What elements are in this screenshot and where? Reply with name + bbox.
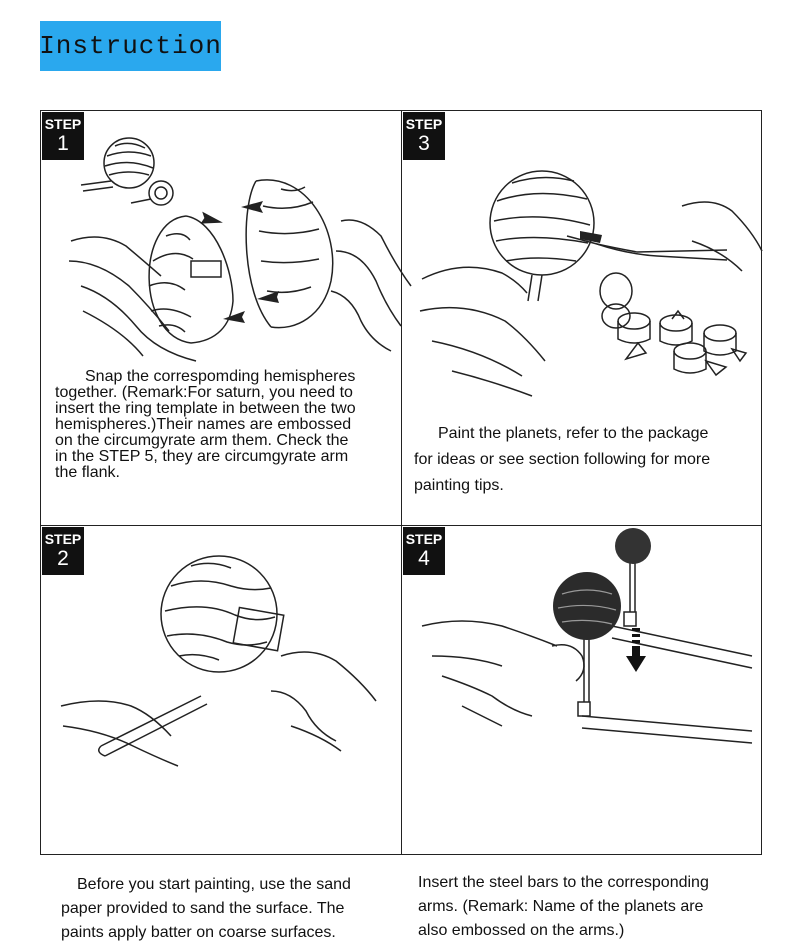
desc-line: hemispheres.)Their names are embossed	[55, 416, 352, 433]
desc-line: paints apply batter on coarse surfaces.	[61, 924, 336, 941]
desc-line: for ideas or see section following for more	[414, 451, 711, 468]
desc-line: arms. (Remark: Name of the planets are	[418, 898, 704, 915]
desc-line: on the circumgyrate arm them. Check the	[55, 432, 349, 449]
step-number: 4	[418, 547, 430, 570]
desc-line: Insert the steel bars to the corresponding	[418, 874, 709, 891]
step-3-panel	[402, 111, 761, 525]
desc-line: together. (Remark:For saturn, you need to	[55, 384, 353, 401]
desc-line: insert the ring template in between the two	[55, 400, 356, 417]
instruction-grid	[40, 110, 762, 941]
desc-line: the flank.	[55, 464, 120, 481]
step-label: STEP	[44, 116, 82, 132]
step-3-description	[414, 421, 754, 499]
step-number: 1	[57, 132, 69, 155]
step-4-panel	[402, 526, 761, 939]
desc-line: in the STEP 5, they are circumgyrate arm	[55, 448, 349, 465]
step-4-description	[418, 871, 758, 943]
step-2-illustration	[41, 526, 401, 756]
page-title: Instruction	[39, 31, 222, 61]
step-3-illustration	[402, 111, 761, 401]
desc-line: also embossed on the arms.)	[418, 922, 625, 939]
step-1-description	[55, 369, 395, 481]
step-number: 3	[418, 132, 430, 155]
title-banner	[40, 21, 221, 71]
step-number: 2	[57, 547, 69, 570]
step-1-illustration	[41, 111, 401, 361]
desc-line: Before you start painting, use the sand	[77, 876, 351, 893]
desc-line: paper provided to sand the surface. The	[61, 900, 345, 917]
step-4-illustration	[402, 526, 761, 766]
step-2-description	[61, 873, 396, 945]
desc-line: painting tips.	[414, 477, 504, 494]
step-label: STEP	[405, 531, 443, 547]
step-2-panel	[41, 526, 401, 941]
desc-line: Snap the correspomding hemispheres	[85, 368, 356, 385]
desc-line: Paint the planets, refer to the package	[438, 425, 709, 442]
step-label: STEP	[405, 116, 443, 132]
step-1-panel	[41, 111, 401, 525]
step-label: STEP	[44, 531, 82, 547]
